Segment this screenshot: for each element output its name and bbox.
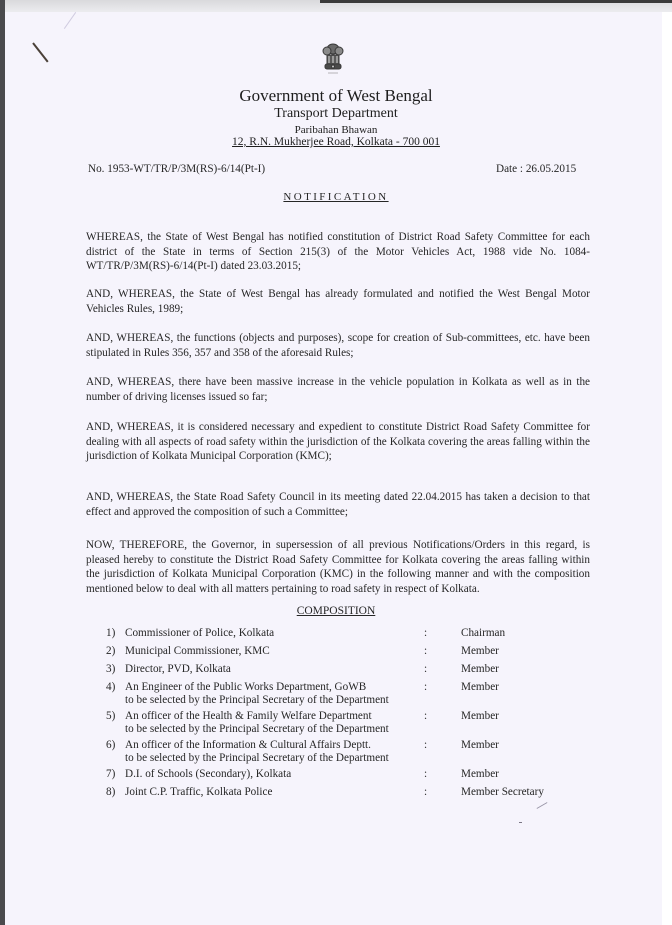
item-number: 6) bbox=[106, 739, 116, 751]
paragraph-whereas-3: AND, WHEREAS, the functions (objects and purposes), scope for creation of Sub-committees, etc. have been stipulated in Rules 356, 357 and 358 of the aforesaid Rules; bbox=[86, 332, 590, 359]
letterhead-building: Paribahan Bhawan bbox=[294, 124, 378, 136]
item-separator: : bbox=[424, 786, 428, 798]
item-designation-line2: to be selected by the Principal Secretary of the Department bbox=[125, 694, 389, 706]
item-number: 3) bbox=[106, 663, 116, 675]
item-separator: : bbox=[424, 663, 428, 675]
item-role: Member bbox=[461, 681, 499, 693]
item-separator: : bbox=[424, 710, 428, 722]
item-role: Member bbox=[461, 663, 499, 675]
item-designation: An officer of the Health & Family Welfare Department bbox=[125, 710, 372, 722]
item-role: Member bbox=[461, 768, 499, 780]
notification-title: NOTIFICATION bbox=[283, 191, 389, 203]
item-designation: Director, PVD, Kolkata bbox=[125, 663, 231, 675]
item-role: Member bbox=[461, 710, 499, 722]
letterhead-department: Transport Department bbox=[274, 106, 398, 121]
item-separator: : bbox=[424, 681, 428, 693]
faint-mark bbox=[64, 12, 76, 29]
item-designation: Joint C.P. Traffic, Kolkata Police bbox=[125, 786, 273, 798]
letterhead-government: Government of West Bengal bbox=[239, 86, 433, 105]
item-number: 4) bbox=[106, 681, 116, 693]
item-role: Chairman bbox=[461, 627, 506, 639]
letterhead-address: 12, R.N. Mukherjee Road, Kolkata - 700 001 bbox=[232, 136, 440, 148]
item-number: 1) bbox=[106, 627, 116, 639]
reference-date: Date : 26.05.2015 bbox=[496, 163, 577, 175]
paragraph-whereas-4: AND, WHEREAS, there have been massive increase in the vehicle population in Kolkata as well as in the number of driving licenses issued so far; bbox=[86, 376, 590, 403]
item-number: 7) bbox=[106, 768, 116, 780]
item-role: Member bbox=[461, 739, 499, 751]
item-separator: : bbox=[424, 627, 428, 639]
paragraph-now-therefore: NOW, THEREFORE, the Governor, in supersession of all previous Notifications/Orders in this regard, is pleased hereby to constitute the District Road Safety Committee for Kolkata covering the areas falling within the jurisdiction of Kolkata Municipal Corporation (KMC) in the following manner and with the composition mentioned below to deal with all matters pertaining to road safety in respect of Kolkata. bbox=[86, 539, 590, 596]
composition-title: COMPOSITION bbox=[296, 605, 376, 617]
state-emblem-icon bbox=[318, 42, 348, 80]
item-separator: : bbox=[424, 768, 428, 780]
pen-dot-mark bbox=[519, 822, 522, 823]
paragraph-whereas-1: WHEREAS, the State of West Bengal has notified constitution of District Road Safety Committee for each district of the State in terms of Section 215(3) of the Motor Vehicles Act, 1988 vide No. 1084-WT/TR/P/3M(RS)-6/14(Pt-I) dated 23.03.2015; bbox=[86, 231, 590, 273]
reference-number: No. 1953-WT/TR/P/3M(RS)-6/14(Pt-I) bbox=[88, 163, 266, 175]
item-role: Member Secretary bbox=[461, 786, 544, 798]
item-separator: : bbox=[424, 645, 428, 657]
paragraph-whereas-5: AND, WHEREAS, it is considered necessary and expedient to constitute District Road Safety Committee for dealing with all aspects of road safety within the jurisdiction of the Kolkata covering the areas falling within the jurisdiction of Kolkata Municipal Corporation (KMC); bbox=[86, 421, 590, 463]
item-designation: An Engineer of the Public Works Department, GoWB bbox=[125, 681, 367, 693]
item-designation: Municipal Commissioner, KMC bbox=[125, 645, 270, 657]
item-number: 5) bbox=[106, 710, 116, 722]
item-separator: : bbox=[424, 739, 428, 751]
item-number: 2) bbox=[106, 645, 116, 657]
pen-mark bbox=[32, 42, 48, 62]
item-designation-line2: to be selected by the Principal Secretary of the Department bbox=[125, 723, 389, 735]
item-role: Member bbox=[461, 645, 499, 657]
item-designation: Commissioner of Police, Kolkata bbox=[125, 627, 275, 639]
paragraph-whereas-6: AND, WHEREAS, the State Road Safety Council in its meeting dated 22.04.2015 has taken a decision to that effect and approved the composition of such a Committee; bbox=[86, 491, 590, 518]
item-designation-line2: to be selected by the Principal Secretary of the Department bbox=[125, 752, 389, 764]
item-designation: An officer of the Information & Cultural Affairs Deptt. bbox=[125, 739, 371, 751]
item-designation: D.I. of Schools (Secondary), Kolkata bbox=[125, 768, 292, 780]
item-number: 8) bbox=[106, 786, 116, 798]
scan-border-top-dark bbox=[320, 0, 672, 3]
paragraph-whereas-2: AND, WHEREAS, the State of West Bengal has already formulated and notified the West Bengal Motor Vehicles Rules, 1989; bbox=[86, 288, 590, 315]
